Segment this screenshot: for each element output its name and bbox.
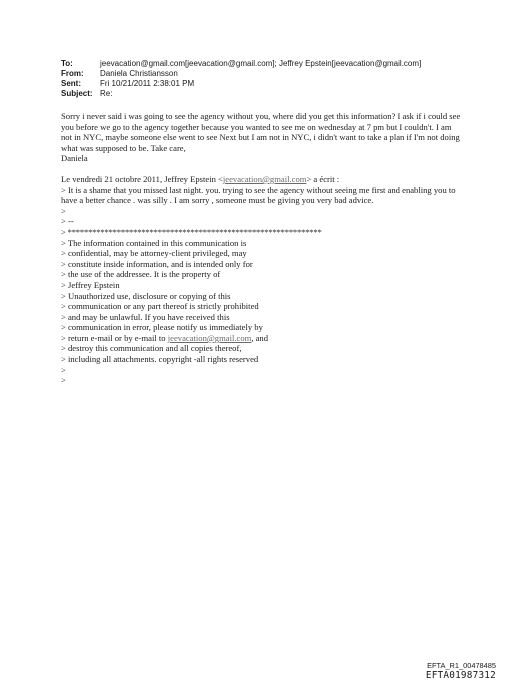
quote-line: > xyxy=(61,375,66,386)
sent-label: Sent: xyxy=(61,79,81,88)
from-row xyxy=(61,69,481,79)
from-label: From: xyxy=(61,69,84,78)
quote-line: > ************************************************************** xyxy=(61,226,322,237)
quote-line: > The information contained in this communication is xyxy=(61,237,247,248)
to-value: jeevacation@gmail.com[jeevacation@gmail.com]; Jeffrey Epstein[jeevacation@gmail.com] xyxy=(100,59,422,68)
quote-line: > Jeffrey Epstein xyxy=(61,279,120,290)
quote-line: > xyxy=(61,364,66,375)
email-header xyxy=(61,59,481,99)
email-body xyxy=(61,111,461,386)
message-text: Sorry i never said i was going to see the agency without you, where did you get this information? I ask if i could see you before we go to the agency together because you wanted to see me on wednesday at 7 pm but I couldn't. I am not in NYC, maybe someone else went to see Next but I am not in NYC, i didn't want to take a plan if I'm not doing what was supposed to be. Take care, xyxy=(61,111,461,153)
quote-line: > communication in error, please notify us immediately by xyxy=(61,322,263,333)
quote-line: > xyxy=(61,205,66,216)
bates-number-small: EFTA_R1_00478485 xyxy=(427,661,496,670)
quote-line: > confidential, may be attorney-client privileged, may xyxy=(61,248,247,259)
quote-line: > -- xyxy=(61,216,74,227)
quote-line: > constitute inside information, and is intended only for xyxy=(61,258,253,269)
quote-return-prefix: > return e-mail or by e-mail to xyxy=(61,332,168,343)
quote-intro-email-link[interactable]: jeevacation@gmail.com xyxy=(222,173,307,184)
message-signoff: Daniela xyxy=(61,153,88,164)
quote-line: > and may be unlawful. If you have received this xyxy=(61,311,230,322)
to-label: To: xyxy=(61,59,73,68)
quote-intro xyxy=(61,174,461,185)
sent-row xyxy=(61,79,481,89)
quote-intro-prefix: Le vendredi 21 octobre 2011, Jeffrey Epstein < xyxy=(61,173,223,184)
quote-line: > destroy this communication and all copies thereof, xyxy=(61,343,242,354)
quote-line: > including all attachments. copyright -all rights reserved xyxy=(61,354,259,365)
subject-value: Re: xyxy=(100,89,113,98)
from-value: Daniela Christiansson xyxy=(100,69,178,78)
bates-footer xyxy=(426,661,496,681)
subject-label: Subject: xyxy=(61,89,93,98)
subject-row xyxy=(61,89,481,99)
bates-number-large: EFTA01987312 xyxy=(425,670,496,681)
quote-return-suffix: , and xyxy=(251,332,269,343)
quote-return-email-link[interactable]: jeevacation@gmail.com xyxy=(167,332,252,343)
quote-line: > communication or any part thereof is strictly prohibited xyxy=(61,301,259,312)
quote-line: > the use of the addressee. It is the property of xyxy=(61,269,221,280)
quote-line: > Unauthorized use, disclosure or copying of this xyxy=(61,290,231,301)
to-row xyxy=(61,59,481,69)
quote-first-text: > It is a shame that you missed last night. you. trying to see the agency without seeing me first and enabling you to have a better chance . was silly . I am sorry , someone must be giving you very bad advice. xyxy=(61,184,456,206)
quote-return-line xyxy=(61,333,461,344)
quote-intro-suffix: > a écrit : xyxy=(306,173,340,184)
sent-value: Fri 10/21/2011 2:38:01 PM xyxy=(100,79,195,88)
